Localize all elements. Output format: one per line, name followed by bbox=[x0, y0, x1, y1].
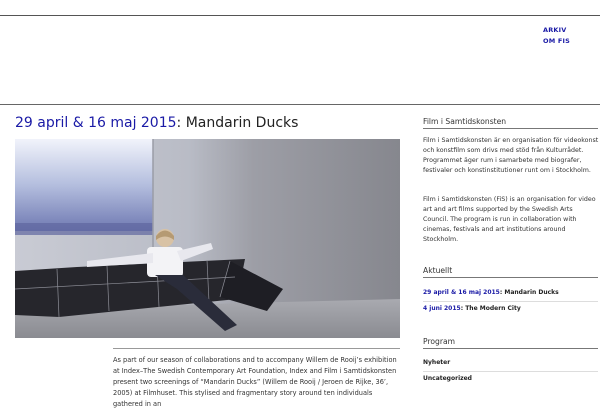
top-navigation bbox=[543, 25, 570, 47]
photo-window bbox=[15, 139, 153, 231]
program-separator bbox=[423, 371, 598, 372]
post-date-link[interactable]: 29 april & 16 maj 2015 bbox=[15, 115, 177, 131]
program-link-uncategorized[interactable]: Uncategorized bbox=[423, 375, 472, 382]
post-title-separator: : bbox=[176, 115, 182, 131]
post-body: As part of our season of collaborations and to accompany Willem de Rooij’s exhibition at Index–The Swedish Contemporary Art Foundation, Index and Film i Samtidskonsten present two screenings of “Mandarin Ducks” (Willem de Rooij / Jeroen de Rijke, 36’, 2005) at Filmhuset. This stylised and fragmentary story around ten individuals gathered in an bbox=[113, 356, 397, 408]
sidebar-heading-news: Aktuellt bbox=[423, 266, 598, 278]
header-bottom-rule bbox=[0, 104, 600, 105]
post-featured-image bbox=[15, 139, 400, 338]
news-item-title: Mandarin Ducks bbox=[504, 289, 559, 296]
post-title bbox=[15, 115, 298, 131]
nav-link-om-fis[interactable]: OM FIS bbox=[543, 37, 570, 45]
nav-link-arkiv[interactable]: ARKIV bbox=[543, 26, 567, 34]
post-divider bbox=[113, 348, 400, 349]
header-top-rule bbox=[0, 15, 600, 16]
news-item-date: 29 april & 16 maj 2015 bbox=[423, 289, 500, 296]
sidebar-heading-program: Program bbox=[423, 337, 598, 349]
sidebar-about-text-swedish: Film i Samtidskonsten är en organisation för videokonst och konstfilm som drivs med stöd från Kulturrådet. Programmet äger rum i samarbete med biografer, festivaler och konstinstitutioner runt om i Stockholm. bbox=[423, 137, 599, 175]
news-separator bbox=[423, 301, 598, 302]
news-item-date: 4 juni 2015 bbox=[423, 305, 461, 312]
news-item-title: The Modern City bbox=[465, 305, 521, 312]
news-item-mandarin-ducks[interactable]: 29 april & 16 maj 2015: Mandarin Ducks bbox=[423, 289, 559, 296]
sidebar-about-text-english: Film i Samtidskonsten (FiS) is an organisation for video art and art films supported by the Swedish Arts Council. The program is run in collaboration with cinemas, festivals and art institutions around Stockholm. bbox=[423, 196, 596, 244]
news-item-the-modern-city[interactable]: 4 juni 2015: The Modern City bbox=[423, 305, 521, 312]
photo-window-glow bbox=[15, 223, 153, 235]
sidebar-heading-about: Film i Samtidskonsten bbox=[423, 117, 598, 129]
post-title-text: Mandarin Ducks bbox=[185, 115, 299, 131]
program-link-nyheter[interactable]: Nyheter bbox=[423, 359, 451, 366]
